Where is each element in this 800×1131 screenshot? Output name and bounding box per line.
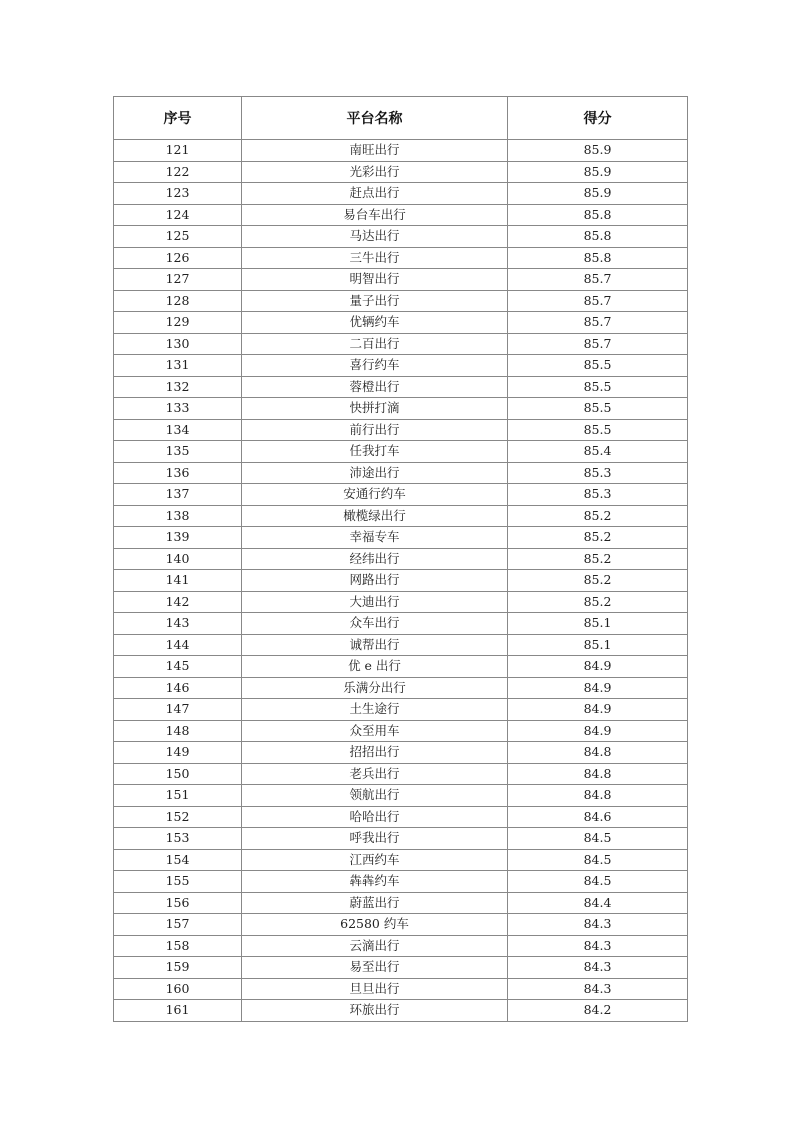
row-score: 84.9 — [508, 699, 688, 721]
row-index: 140 — [114, 548, 242, 570]
row-index: 128 — [114, 290, 242, 312]
row-index: 153 — [114, 828, 242, 850]
table-row — [114, 419, 688, 441]
table-row — [114, 742, 688, 764]
platform-score-table — [113, 96, 688, 1022]
row-index: 141 — [114, 570, 242, 592]
row-score: 84.8 — [508, 742, 688, 764]
row-platform-name: 橄榄绿出行 — [242, 505, 508, 527]
row-score: 84.8 — [508, 763, 688, 785]
table-row — [114, 441, 688, 463]
row-score: 85.5 — [508, 355, 688, 377]
row-platform-name: 哈哈出行 — [242, 806, 508, 828]
row-score: 84.3 — [508, 978, 688, 1000]
row-platform-name: 犇犇约车 — [242, 871, 508, 893]
row-score: 84.9 — [508, 656, 688, 678]
table-row — [114, 462, 688, 484]
row-index: 132 — [114, 376, 242, 398]
row-platform-name: 呼我出行 — [242, 828, 508, 850]
row-platform-name: 蔚蓝出行 — [242, 892, 508, 914]
table-row — [114, 247, 688, 269]
table-row — [114, 183, 688, 205]
row-score: 85.2 — [508, 548, 688, 570]
row-platform-name: 马达出行 — [242, 226, 508, 248]
row-platform-name: 云滴出行 — [242, 935, 508, 957]
table-row — [114, 505, 688, 527]
row-score: 84.5 — [508, 871, 688, 893]
row-score: 85.2 — [508, 570, 688, 592]
row-index: 122 — [114, 161, 242, 183]
table-row — [114, 677, 688, 699]
row-platform-name: 经纬出行 — [242, 548, 508, 570]
row-platform-name: 优辆约车 — [242, 312, 508, 334]
row-platform-name: 乐满分出行 — [242, 677, 508, 699]
table-row — [114, 226, 688, 248]
table-row — [114, 978, 688, 1000]
row-platform-name: 二百出行 — [242, 333, 508, 355]
row-score: 85.2 — [508, 527, 688, 549]
row-score: 84.9 — [508, 677, 688, 699]
row-index: 125 — [114, 226, 242, 248]
row-index: 157 — [114, 914, 242, 936]
row-platform-name: 任我打车 — [242, 441, 508, 463]
row-index: 135 — [114, 441, 242, 463]
row-index: 121 — [114, 140, 242, 162]
row-score: 85.4 — [508, 441, 688, 463]
row-platform-name: 优 e 出行 — [242, 656, 508, 678]
row-index: 127 — [114, 269, 242, 291]
table-row — [114, 269, 688, 291]
row-platform-name: 前行出行 — [242, 419, 508, 441]
row-platform-name: 旦旦出行 — [242, 978, 508, 1000]
table-row — [114, 699, 688, 721]
table-row — [114, 355, 688, 377]
row-index: 149 — [114, 742, 242, 764]
table-row — [114, 548, 688, 570]
row-platform-name: 沛途出行 — [242, 462, 508, 484]
row-score: 85.9 — [508, 140, 688, 162]
row-index: 137 — [114, 484, 242, 506]
row-index: 152 — [114, 806, 242, 828]
row-index: 134 — [114, 419, 242, 441]
row-score: 85.7 — [508, 333, 688, 355]
table-body — [114, 140, 688, 1022]
row-index: 136 — [114, 462, 242, 484]
row-platform-name: 快拼打滴 — [242, 398, 508, 420]
row-score: 84.3 — [508, 914, 688, 936]
row-platform-name: 南旺出行 — [242, 140, 508, 162]
row-index: 142 — [114, 591, 242, 613]
row-platform-name: 安通行约车 — [242, 484, 508, 506]
table-row — [114, 333, 688, 355]
row-platform-name: 土生途行 — [242, 699, 508, 721]
row-platform-name: 幸福专车 — [242, 527, 508, 549]
row-index: 148 — [114, 720, 242, 742]
header-score: 得分 — [508, 97, 688, 140]
row-index: 138 — [114, 505, 242, 527]
row-score: 85.7 — [508, 312, 688, 334]
row-index: 160 — [114, 978, 242, 1000]
row-score: 85.5 — [508, 419, 688, 441]
table-row — [114, 484, 688, 506]
table-row — [114, 828, 688, 850]
row-score: 84.5 — [508, 828, 688, 850]
row-index: 126 — [114, 247, 242, 269]
row-index: 133 — [114, 398, 242, 420]
row-score: 84.3 — [508, 957, 688, 979]
table-row — [114, 1000, 688, 1022]
row-platform-name: 蓉橙出行 — [242, 376, 508, 398]
row-score: 85.1 — [508, 613, 688, 635]
row-score: 84.4 — [508, 892, 688, 914]
row-index: 147 — [114, 699, 242, 721]
row-score: 85.8 — [508, 204, 688, 226]
table-row — [114, 312, 688, 334]
row-score: 85.5 — [508, 398, 688, 420]
table-row — [114, 570, 688, 592]
table-row — [114, 720, 688, 742]
row-platform-name: 易至出行 — [242, 957, 508, 979]
row-score: 85.3 — [508, 462, 688, 484]
row-score: 85.2 — [508, 591, 688, 613]
row-score: 84.3 — [508, 935, 688, 957]
row-index: 143 — [114, 613, 242, 635]
row-index: 151 — [114, 785, 242, 807]
row-platform-name: 招招出行 — [242, 742, 508, 764]
row-score: 85.5 — [508, 376, 688, 398]
row-platform-name: 老兵出行 — [242, 763, 508, 785]
table-row — [114, 204, 688, 226]
table-row — [114, 591, 688, 613]
row-score: 84.2 — [508, 1000, 688, 1022]
table-header — [114, 97, 688, 140]
row-platform-name: 领航出行 — [242, 785, 508, 807]
table-row — [114, 849, 688, 871]
table-row — [114, 376, 688, 398]
row-platform-name: 明智出行 — [242, 269, 508, 291]
row-score: 85.8 — [508, 226, 688, 248]
row-platform-name: 62580 约车 — [242, 914, 508, 936]
row-platform-name: 江西约车 — [242, 849, 508, 871]
row-index: 159 — [114, 957, 242, 979]
row-platform-name: 诚帮出行 — [242, 634, 508, 656]
row-score: 85.7 — [508, 290, 688, 312]
header-row — [114, 97, 688, 140]
row-platform-name: 量子出行 — [242, 290, 508, 312]
header-index: 序号 — [114, 97, 242, 140]
table-row — [114, 957, 688, 979]
row-index: 155 — [114, 871, 242, 893]
row-score: 85.2 — [508, 505, 688, 527]
row-platform-name: 环旅出行 — [242, 1000, 508, 1022]
row-score: 85.3 — [508, 484, 688, 506]
table-row — [114, 398, 688, 420]
row-index: 145 — [114, 656, 242, 678]
table-row — [114, 161, 688, 183]
row-index: 146 — [114, 677, 242, 699]
row-index: 156 — [114, 892, 242, 914]
row-index: 124 — [114, 204, 242, 226]
table-row — [114, 527, 688, 549]
table-row — [114, 634, 688, 656]
row-platform-name: 易台车出行 — [242, 204, 508, 226]
row-platform-name: 喜行约车 — [242, 355, 508, 377]
row-platform-name: 众至用车 — [242, 720, 508, 742]
row-index: 158 — [114, 935, 242, 957]
row-index: 150 — [114, 763, 242, 785]
row-index: 161 — [114, 1000, 242, 1022]
row-index: 144 — [114, 634, 242, 656]
row-score: 85.8 — [508, 247, 688, 269]
table-row — [114, 871, 688, 893]
row-index: 154 — [114, 849, 242, 871]
row-score: 85.9 — [508, 161, 688, 183]
row-score: 85.7 — [508, 269, 688, 291]
row-platform-name: 三牛出行 — [242, 247, 508, 269]
row-index: 123 — [114, 183, 242, 205]
table-row — [114, 892, 688, 914]
header-platform-name: 平台名称 — [242, 97, 508, 140]
row-score: 84.6 — [508, 806, 688, 828]
row-platform-name: 大迪出行 — [242, 591, 508, 613]
row-score: 84.5 — [508, 849, 688, 871]
row-platform-name: 网路出行 — [242, 570, 508, 592]
table-row — [114, 290, 688, 312]
table-row — [114, 914, 688, 936]
row-platform-name: 众车出行 — [242, 613, 508, 635]
row-index: 130 — [114, 333, 242, 355]
row-score: 85.1 — [508, 634, 688, 656]
table-row — [114, 140, 688, 162]
row-score: 85.9 — [508, 183, 688, 205]
row-platform-name: 光彩出行 — [242, 161, 508, 183]
row-platform-name: 赶点出行 — [242, 183, 508, 205]
table-row — [114, 656, 688, 678]
table-row — [114, 806, 688, 828]
row-index: 139 — [114, 527, 242, 549]
row-score: 84.8 — [508, 785, 688, 807]
table-row — [114, 785, 688, 807]
table-row — [114, 935, 688, 957]
row-index: 129 — [114, 312, 242, 334]
table-row — [114, 763, 688, 785]
table-row — [114, 613, 688, 635]
row-index: 131 — [114, 355, 242, 377]
row-score: 84.9 — [508, 720, 688, 742]
